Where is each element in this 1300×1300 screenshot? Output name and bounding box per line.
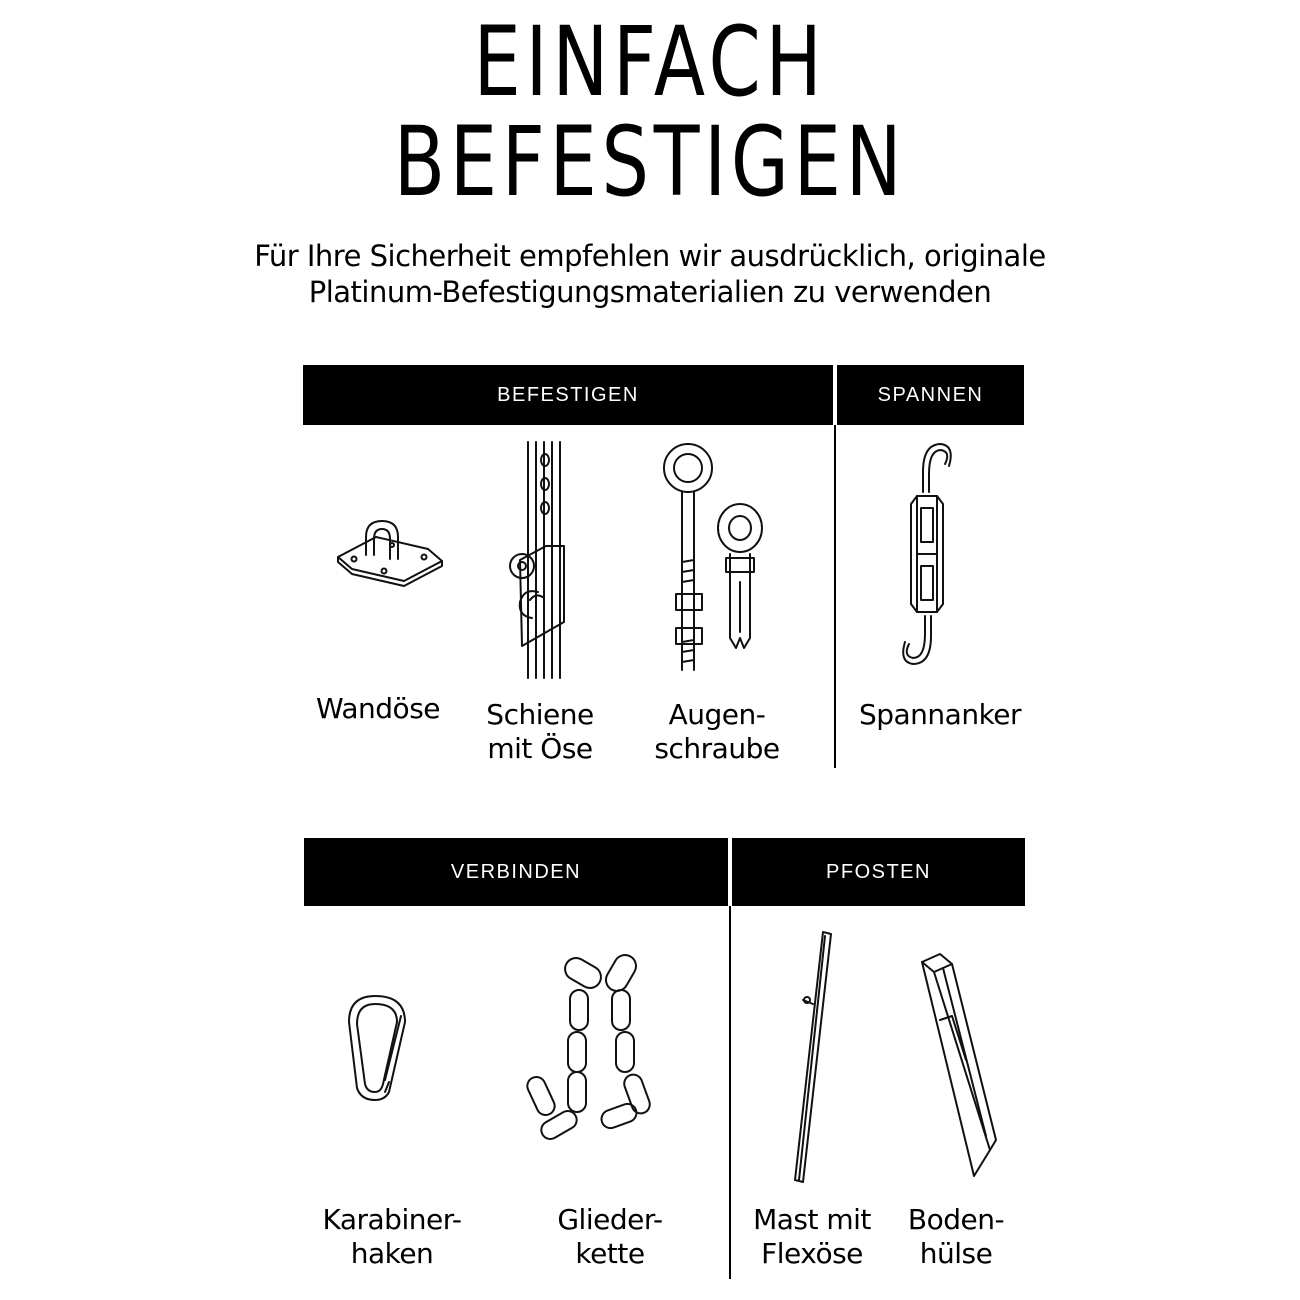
section-header-befestigen: BEFESTIGEN <box>303 365 833 425</box>
chain-icon <box>524 948 664 1144</box>
item-label-schiene: Schiene mit Öse <box>486 698 594 765</box>
subtitle-line-2: Platinum-Befestigungsmaterialien zu verwenden <box>308 275 992 309</box>
item-label-wandoese: Wandöse <box>315 692 441 725</box>
item-label-gliederkette: Glieder- kette <box>557 1203 663 1270</box>
item-label-karabinerhaken: Karabiner- haken <box>322 1203 462 1270</box>
eye-bolt-icon <box>660 442 780 678</box>
post-icon <box>785 930 835 1186</box>
section-header-pfosten: PFOSTEN <box>732 838 1025 906</box>
item-label-mast: Mast mit Flexöse <box>753 1203 871 1270</box>
ground-sleeve-icon <box>912 950 1002 1186</box>
section-divider <box>729 906 731 1279</box>
section-divider <box>834 425 836 768</box>
heading-line-1: EINFACH <box>473 6 827 118</box>
turnbuckle-icon <box>895 444 965 664</box>
section-header-spannen: SPANNEN <box>837 365 1024 425</box>
section-header-verbinden: VERBINDEN <box>304 838 728 906</box>
heading-line-2: BEFESTIGEN <box>393 106 907 218</box>
subtitle <box>0 238 1300 310</box>
subtitle-line-1: Für Ihre Sicherheit empfehlen wir ausdrücklich, originale <box>254 239 1046 273</box>
item-label-bodenhuelse: Boden- hülse <box>907 1203 1005 1270</box>
wall-eye-plate-icon <box>330 515 450 595</box>
rail-with-eye-icon <box>498 442 578 678</box>
item-label-spannanker: Spannanker <box>858 698 1022 731</box>
item-label-augenschraube: Augen- schraube <box>654 698 780 765</box>
carabiner-icon <box>343 992 413 1104</box>
